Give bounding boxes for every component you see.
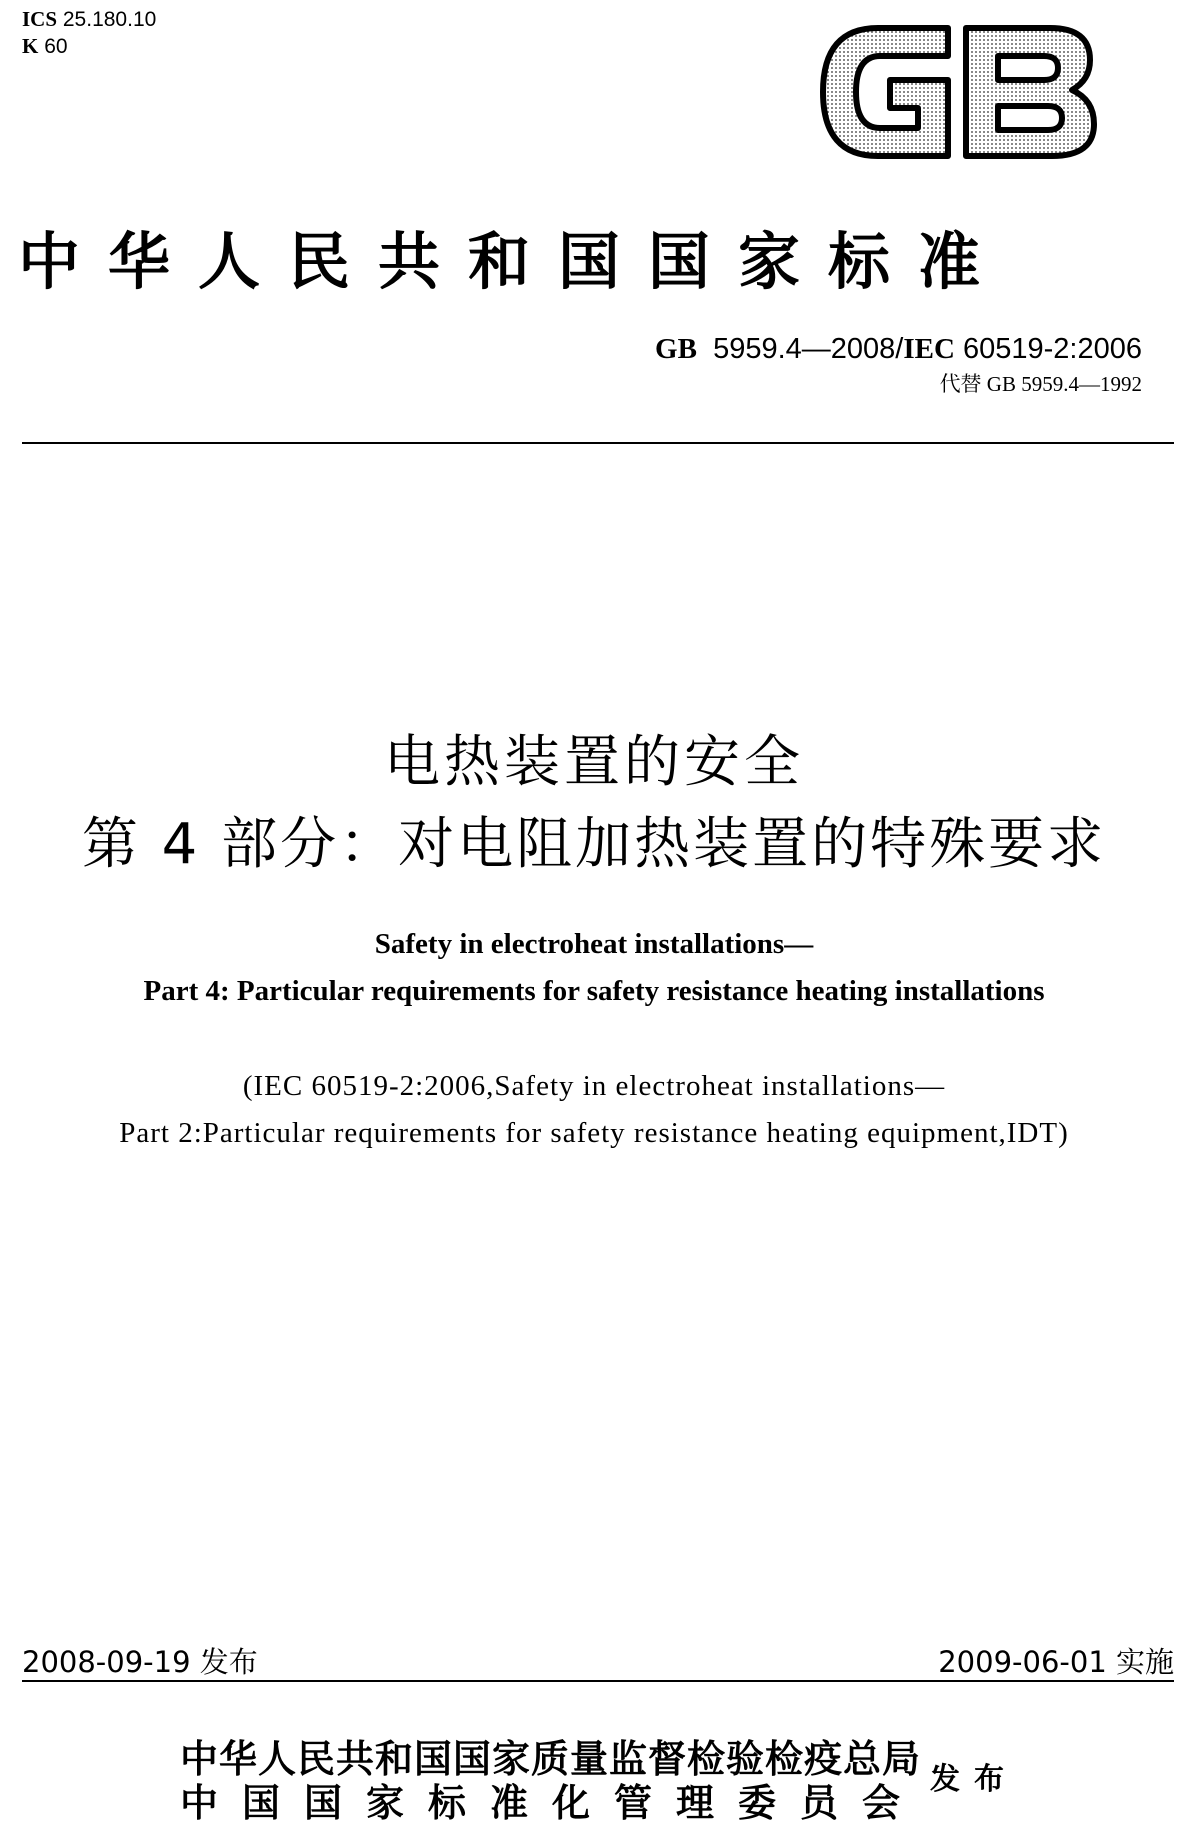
standard-number xyxy=(655,333,1142,366)
footer-divider xyxy=(22,1680,1174,1682)
equivalence-line1: (IEC 60519-2:2006,Safety in electroheat installations— xyxy=(242,1070,946,1102)
classification-codes xyxy=(22,6,156,60)
implementation-date: 2009-06-01 实施 xyxy=(938,1645,1174,1679)
issue-date: 2008-09-19 发布 xyxy=(22,1645,258,1679)
title-cn-line1: 电热装置的安全 xyxy=(384,730,804,795)
gb-logo xyxy=(818,18,1098,166)
ics-label: ICS xyxy=(22,7,58,31)
iec-number: 60519-2:2006 xyxy=(963,333,1142,365)
equivalence-line2: Part 2:Particular requirements for safety resistance heating equipment,IDT) xyxy=(119,1117,1069,1149)
header-divider xyxy=(22,442,1174,444)
issuer-sac: 中国国家标准化管理委员会 xyxy=(180,1780,925,1825)
title-en-line2: Part 4: Particular requirements for safety resistance heating installations xyxy=(143,975,1045,1007)
ccs-label: K xyxy=(22,34,39,58)
standard-prefix: GB xyxy=(655,333,697,365)
title-en-line1: Safety in electroheat installations— xyxy=(374,928,814,960)
iec-prefix: IEC xyxy=(903,333,955,365)
national-standard-title: 中华人民共和国国家标准 xyxy=(18,225,1009,298)
title-cn-line2: 第 4 部分：对电阻加热装置的特殊要求 xyxy=(81,812,1107,877)
gb-logo-text: GB xyxy=(818,18,820,19)
issuer-aqsiq: 中华人民共和国国家质量监督检验检疫总局 xyxy=(180,1736,922,1781)
gb-logo-b-glyph xyxy=(966,28,1094,156)
standard-number-value: 5959.4—2008/ xyxy=(713,333,904,365)
gb-logo-g-glyph xyxy=(823,28,948,156)
publish-label: 发布 xyxy=(930,1762,1018,1797)
ics-code: 25.180.10 xyxy=(62,8,157,31)
replaces-note: 代替 GB 5959.4—1992 xyxy=(939,372,1142,396)
ccs-code: 60 xyxy=(44,35,68,58)
